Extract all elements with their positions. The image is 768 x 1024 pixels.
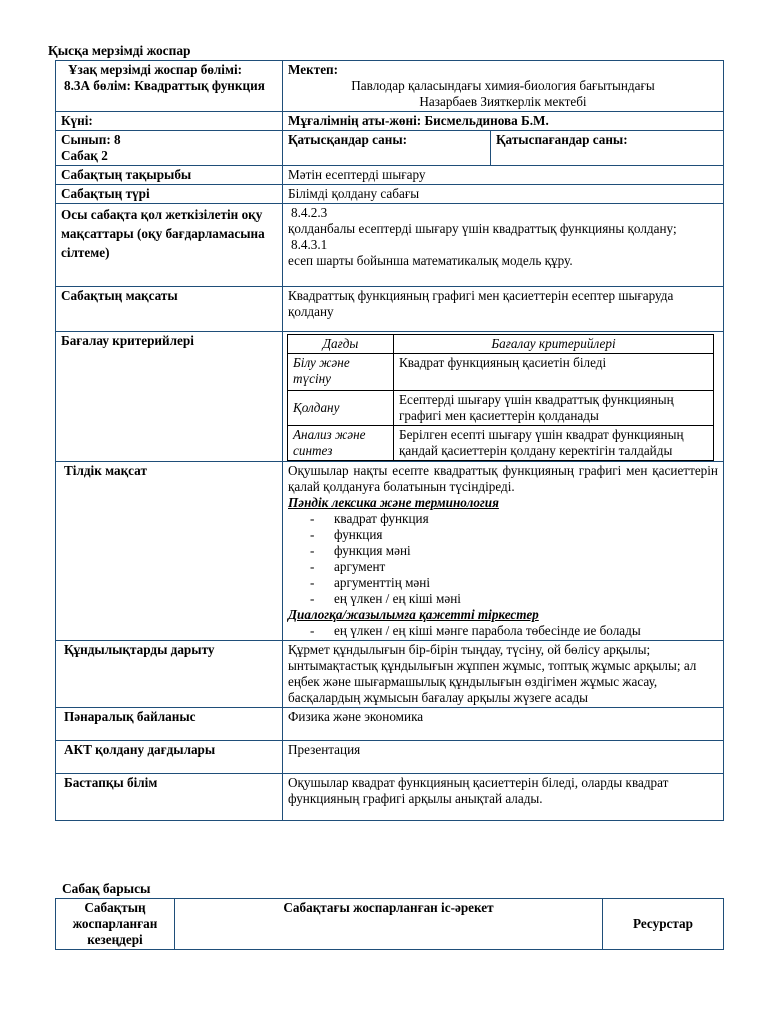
school-label: Мектеп: xyxy=(288,62,339,77)
objective-text-1: қолданбалы есептерді шығару үшін квадраттық функцияны қолдану; xyxy=(288,221,677,236)
plan-section-title: Сабақ барысы xyxy=(62,881,151,896)
phrases-list xyxy=(288,623,718,639)
header-row xyxy=(56,61,724,112)
absent-label: Қатыспағандар саны: xyxy=(491,131,724,166)
present-label: Қатысқандар саны: xyxy=(283,131,491,166)
vocab-item: - квадрат функция xyxy=(310,511,718,527)
type-value: Білімді қолдану сабағы xyxy=(283,185,724,204)
criteria-head-skill: Дағды xyxy=(288,335,394,354)
values-row xyxy=(56,641,724,708)
prior-value: Оқушылар квадрат функцияның қасиеттерін біледі, оларды квадрат функцияның графигі арқылы анықтай алады. xyxy=(283,774,724,821)
ict-value: Презентация xyxy=(283,741,724,774)
topic-row xyxy=(56,166,724,185)
plan-col-resources: Ресурстар xyxy=(603,899,724,950)
ict-label: АКТ қолдану дағдылары xyxy=(56,741,283,774)
plan-col-activity: Сабақтағы жоспарланған іс-әрекет xyxy=(175,899,603,950)
values-value: Құрмет құндылығын бір-бірін тыңдау, түсіну, ой бөлісу арқылы; ынтымақтастық құндылығын жұппен жұмыс, топтық жұмыс арқылы; ал еңбек және шығармашылық құндылығын өздігімен жұмыс жасау, басқалардың жұмысын бағалау арқылы жүзеге асады xyxy=(283,641,724,708)
vocab-heading: Пәндік лексика және терминология xyxy=(288,495,499,510)
lesson-plan-table xyxy=(55,60,724,821)
objectives-cell xyxy=(283,204,724,287)
date-row xyxy=(56,112,724,131)
crosscurr-label: Пәнаралық байланыс xyxy=(56,708,283,741)
criteria-crit-3: Берілген есепті шығару үшін квадрат функцияның қандай қасиеттерін қолдану керектігін талдайды xyxy=(394,426,714,461)
aim-label: Сабақтың мақсаты xyxy=(56,287,283,332)
topic-label: Сабақтың тақырыбы xyxy=(56,166,283,185)
aim-row xyxy=(56,287,724,332)
crosscurr-value: Физика және экономика xyxy=(283,708,724,741)
values-label: Құндылықтарды дарыту xyxy=(56,641,283,708)
language-row xyxy=(56,462,724,641)
criteria-crit-2: Есептерді шығару үшін квадраттық функцияның графигі мен қасиеттерін қолданады xyxy=(394,391,714,426)
objective-code-1: 8.4.2.3 xyxy=(291,205,328,220)
criteria-label: Бағалау критерийлері xyxy=(56,332,283,462)
language-intro: Оқушылар нақты есепте квадраттық функцияның графигі мен қасиеттерін қалай қолдануға болатынын түсіндіреді. xyxy=(288,463,718,494)
plan-table xyxy=(55,898,724,950)
type-label: Сабақтың түрі xyxy=(56,185,283,204)
longterm-label: Ұзақ мерзімді жоспар бөлімі: xyxy=(68,62,243,77)
language-label: Тілдік мақсат xyxy=(56,462,283,641)
criteria-row-3 xyxy=(288,426,714,461)
vocab-item: - аргумент xyxy=(310,559,718,575)
objectives-row xyxy=(56,204,724,287)
vocab-item: - ең үлкен / ең кіші мәні xyxy=(310,591,718,607)
longterm-cell xyxy=(56,61,283,112)
school-line1: Павлодар қаласындағы химия-биология бағытындағы xyxy=(351,78,655,93)
teacher-label: Мұғалімнің аты-жөні: Бисмельдинова Б.М. xyxy=(283,112,724,131)
vocab-item: - функция xyxy=(310,527,718,543)
lesson-label: Сабақ 2 xyxy=(61,148,108,163)
prior-label: Бастапқы білім xyxy=(56,774,283,821)
phrase-item: - ең үлкен / ең кіші мәнге парабола төбесінде ие болады xyxy=(310,623,718,639)
criteria-row-2 xyxy=(288,391,714,426)
phrases-heading: Диалогқа/жазылымға қажетті тіркестер xyxy=(288,607,539,622)
vocab-item: - функция мәні xyxy=(310,543,718,559)
criteria-skill-3: Анализ және синтез xyxy=(288,426,394,461)
class-cell xyxy=(56,131,283,166)
school-cell xyxy=(283,61,724,112)
objective-text-2: есеп шарты бойынша математикалық модель құру. xyxy=(288,253,573,268)
class-row xyxy=(56,131,724,166)
aim-value: Квадраттық функцияның графигі мен қасиеттерін есептер шығаруда қолдану xyxy=(283,287,724,332)
criteria-table xyxy=(287,334,714,461)
class-label: Сынып: 8 xyxy=(61,132,121,147)
ict-row xyxy=(56,741,724,774)
language-cell xyxy=(283,462,724,641)
criteria-cell xyxy=(283,332,724,462)
prior-row xyxy=(56,774,724,821)
criteria-row xyxy=(56,332,724,462)
crosscurr-row xyxy=(56,708,724,741)
objectives-label: Осы сабақта қол жеткізілетін оқу мақсаттары (оқу бағдарламасына сілтеме) xyxy=(56,204,283,287)
doc-title: Қысқа мерзімді жоспар xyxy=(48,43,191,58)
school-line2: Назарбаев Зияткерлік мектебі xyxy=(419,94,587,109)
plan-col-stage: Сабақтың жоспарланған кезеңдері xyxy=(56,899,175,950)
plan-header-row xyxy=(56,899,724,950)
date-label: Күні: xyxy=(56,112,283,131)
longterm-value: 8.3А бөлім: Квадраттық функция xyxy=(64,78,265,93)
vocab-item: - аргументтің мәні xyxy=(310,575,718,591)
criteria-skill-1: Білу және түсіну xyxy=(288,354,394,391)
criteria-skill-2: Қолдану xyxy=(288,391,394,426)
type-row xyxy=(56,185,724,204)
criteria-crit-1: Квадрат функцияның қасиетін біледі xyxy=(394,354,714,391)
criteria-header-row xyxy=(288,335,714,354)
topic-value: Мәтін есептерді шығару xyxy=(283,166,724,185)
criteria-head-crit: Бағалау критерийлері xyxy=(394,335,714,354)
vocab-list xyxy=(288,511,718,607)
objective-code-2: 8.4.3.1 xyxy=(291,237,328,252)
criteria-row-1 xyxy=(288,354,714,391)
